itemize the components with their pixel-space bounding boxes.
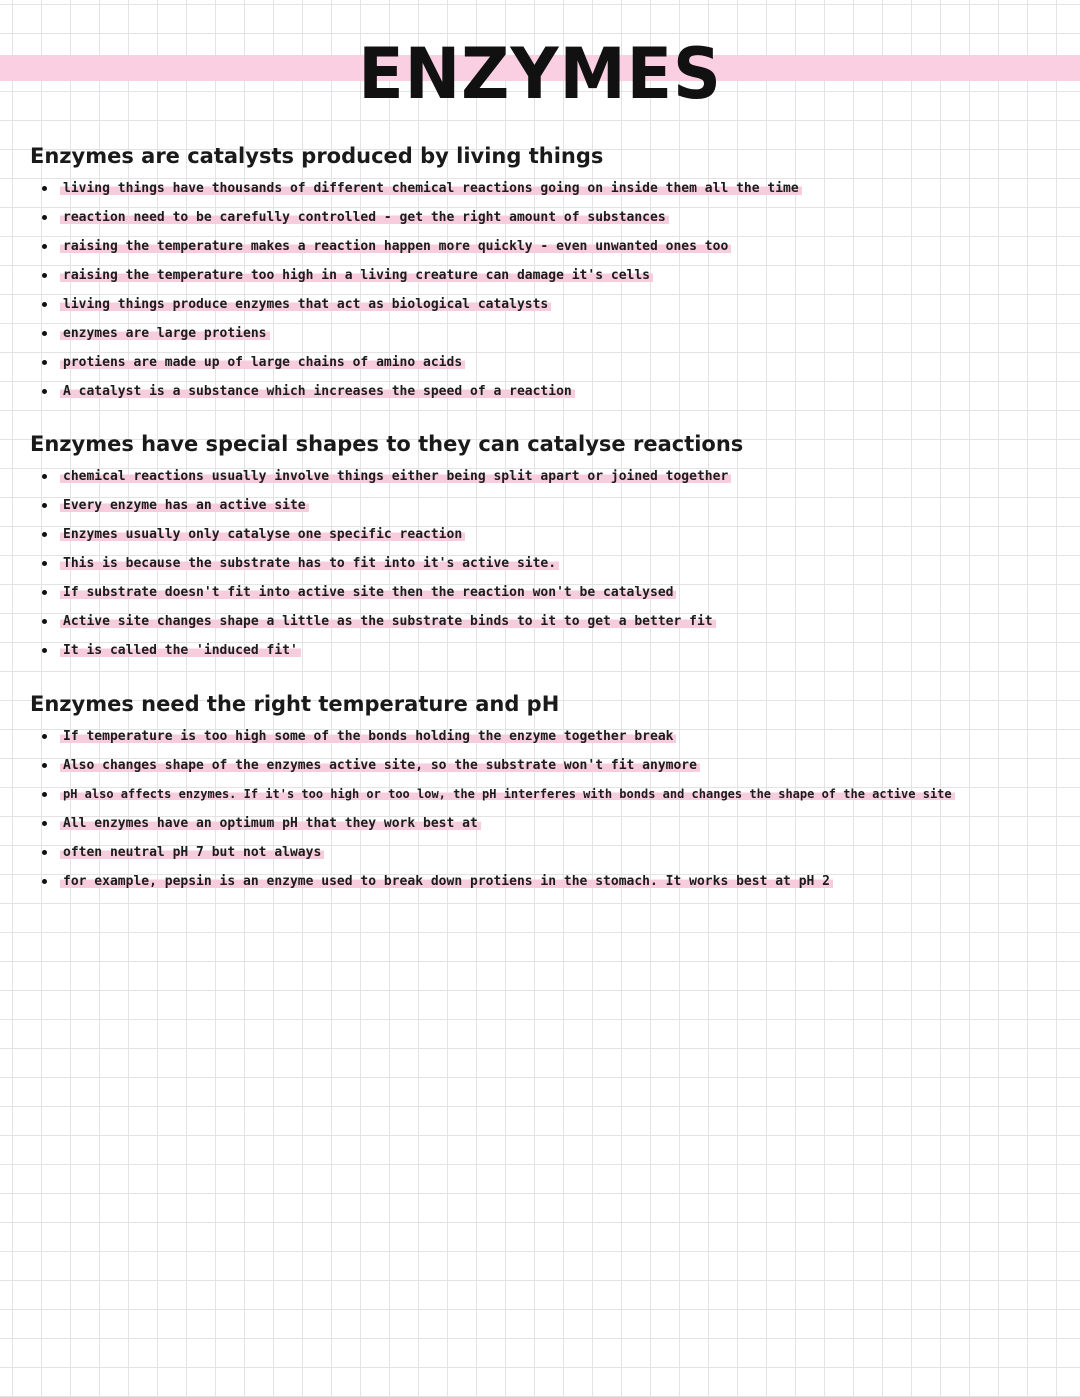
list-item: If substrate doesn't fit into active site then the reaction won't be catalysed bbox=[30, 578, 1070, 607]
bullet-dot-icon bbox=[42, 792, 47, 797]
list-item: protiens are made up of large chains of amino acids bbox=[30, 348, 1070, 377]
list-item: All enzymes have an optimum pH that they work best at bbox=[30, 809, 1070, 838]
page-title: ENZYMES bbox=[358, 33, 722, 115]
bullet-dot-icon bbox=[42, 302, 47, 307]
bullet-dot-icon bbox=[42, 648, 47, 653]
bullet-dot-icon bbox=[42, 186, 47, 191]
list-item: raising the temperature makes a reaction happen more quickly - even unwanted ones too bbox=[30, 232, 1070, 261]
list-item: If temperature is too high some of the bonds holding the enzyme together break bbox=[30, 722, 1070, 751]
list-item: Active site changes shape a little as the substrate binds to it to get a better fit bbox=[30, 607, 1070, 636]
bullet-dot-icon bbox=[42, 215, 47, 220]
bullet-dot-icon bbox=[42, 474, 47, 479]
list-item: This is because the substrate has to fit into it's active site. bbox=[30, 549, 1070, 578]
bullet-list bbox=[30, 722, 1070, 896]
list-item: chemical reactions usually involve things either being split apart or joined together bbox=[30, 462, 1070, 491]
list-item: Also changes shape of the enzymes active site, so the substrate won't fit anymore bbox=[30, 751, 1070, 780]
bullet-dot-icon bbox=[42, 561, 47, 566]
list-item: often neutral pH 7 but not always bbox=[30, 838, 1070, 867]
list-item: It is called the 'induced fit' bbox=[30, 636, 1070, 665]
list-item: for example, pepsin is an enzyme used to break down protiens in the stomach. It works best at pH 2 bbox=[30, 867, 1070, 896]
bullet-dot-icon bbox=[42, 734, 47, 739]
bullet-dot-icon bbox=[42, 619, 47, 624]
list-item: Every enzyme has an active site bbox=[30, 491, 1070, 520]
bullet-dot-icon bbox=[42, 389, 47, 394]
list-item: A catalyst is a substance which increases the speed of a reaction bbox=[30, 377, 1070, 406]
list-item: reaction need to be carefully controlled - get the right amount of substances bbox=[30, 203, 1070, 232]
section-catalysts bbox=[30, 140, 1070, 406]
list-item: Enzymes usually only catalyse one specific reaction bbox=[30, 520, 1070, 549]
bullet-dot-icon bbox=[42, 503, 47, 508]
bullet-dot-icon bbox=[42, 331, 47, 336]
bullet-dot-icon bbox=[42, 879, 47, 884]
bullet-dot-icon bbox=[42, 763, 47, 768]
section-heading: Enzymes have special shapes to they can catalyse reactions bbox=[30, 432, 744, 456]
list-item: raising the temperature too high in a living creature can damage it's cells bbox=[30, 261, 1070, 290]
bullet-dot-icon bbox=[42, 532, 47, 537]
list-item: living things produce enzymes that act as biological catalysts bbox=[30, 290, 1070, 319]
section-heading: Enzymes need the right temperature and pH bbox=[30, 692, 560, 716]
section-temperature-ph bbox=[30, 688, 1070, 896]
bullet-dot-icon bbox=[42, 850, 47, 855]
bullet-list bbox=[30, 462, 1070, 665]
bullet-dot-icon bbox=[42, 244, 47, 249]
bullet-list bbox=[30, 174, 1070, 406]
bullet-dot-icon bbox=[42, 273, 47, 278]
list-item: living things have thousands of different chemical reactions going on inside them all the time bbox=[30, 174, 1070, 203]
list-item: pH also affects enzymes. If it's too high or too low, the pH interferes with bonds and changes the shape of the active site bbox=[30, 780, 1070, 809]
section-shapes bbox=[30, 428, 1070, 665]
list-item: enzymes are large protiens bbox=[30, 319, 1070, 348]
bullet-dot-icon bbox=[42, 360, 47, 365]
section-heading: Enzymes are catalysts produced by living things bbox=[30, 144, 604, 168]
bullet-dot-icon bbox=[42, 590, 47, 595]
bullet-dot-icon bbox=[42, 821, 47, 826]
